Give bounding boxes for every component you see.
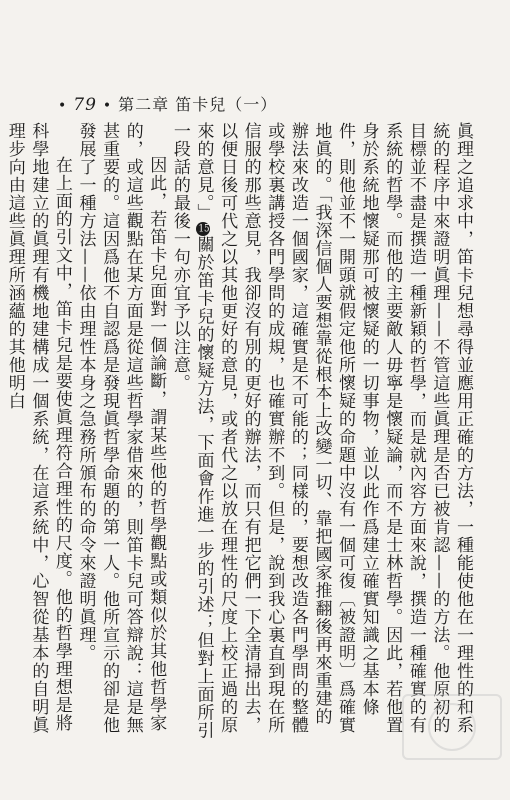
page-number: 79 xyxy=(73,95,97,115)
header-bullet: • xyxy=(58,98,68,114)
footnote-marker: 15 xyxy=(198,223,210,234)
paragraph xyxy=(167,122,474,742)
section-title: 笛卡兒（一） xyxy=(175,95,278,114)
watermark-logo xyxy=(402,694,502,760)
body-text xyxy=(4,122,474,742)
watermark-ring xyxy=(428,703,476,751)
paragraph-text: 關於笛卡兒的懷疑方法，下面會作進一步的引述；但對上面所引一段話的最後一句亦宜予以注意。 xyxy=(169,122,214,740)
header-bullet: • xyxy=(102,98,113,114)
paragraph-text: 眞理之追求中，笛卡兒想尋得並應用正確的方法，一種能使他在一理性的和系統的程序中來證明眞理——不管這些眞理是否已被肯認——的方法。他原初的目標並不盡是撰造一種新穎的哲學，而是就內容方面來說，撰造一種確實的有系統的哲學。而他的主要敵人毋寧是懷疑論，而不是士林哲學。因此，若他置身於系統地懷疑那可被懷疑的一切事物，並以此作爲建立確實知識之基本條件，則他並不一開頭就假定他所懷疑的命題中沒有一個可復〔被證明〕爲確實地眞的。「我深信個人要想靠從根本上改變一切、靠把國家推翻後再來重建的辦法來改造一個國家，這確實是不可能的；同樣的，要想改造各門學問的整體或學校裏講授各門學問的成規，也確實辦不到。但是，說到我心裏直到現在所信服的那些意見，我卻沒有別的更好的辦法，而只有把它們一下全清掃出去，以便日後可代之以其他更好的意見，或者代之以放在理性的尺度上校正過的原來的意見。」 xyxy=(193,122,473,734)
chapter-title: 第二章 xyxy=(118,95,170,114)
paragraph: 在上面的引文中，笛卡兒是要使眞理符合理性的尺度。他的哲學理想是將科學地建立的眞理有機地建構成一個系統，在這系統中，心智從基本的自明眞理步向由這些眞理所涵蘊的其他明白 xyxy=(4,122,72,734)
running-header xyxy=(58,92,277,115)
paragraph: 因此，若笛卡兒面對一個論斷，謂某些他的哲學觀點或類似於其他哲學家的，或這些觀點在某方面是從這些哲學家借來的，則笛卡兒可答辯說：這是無甚重要的。這因爲他不自認爲是發現眞哲學命題的第一人。他所宣示的卻是他發展了一種方法——依由理性本身之急務所頒布的命令來證明眞理。 xyxy=(75,122,167,734)
